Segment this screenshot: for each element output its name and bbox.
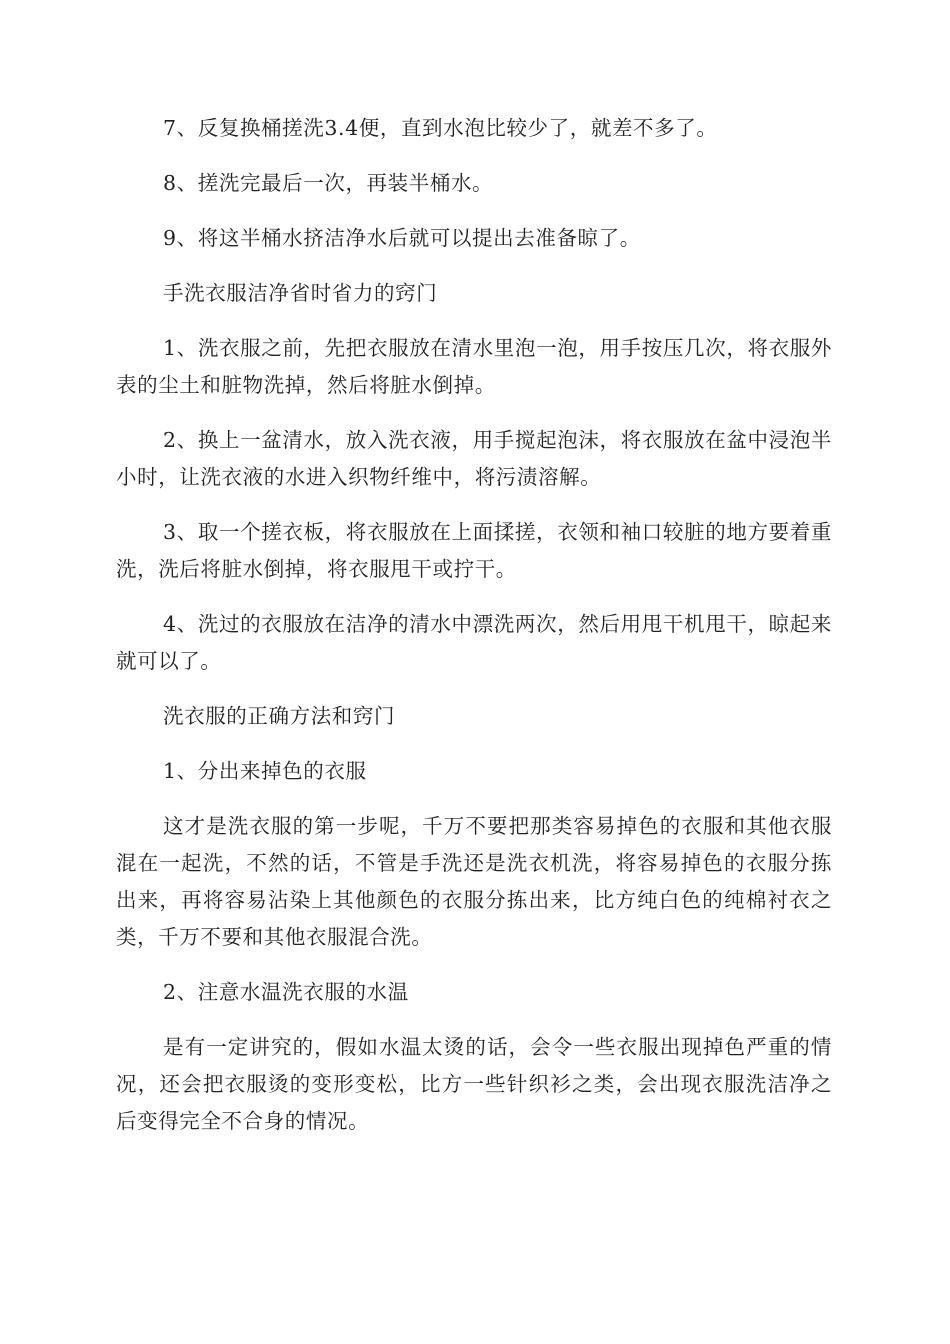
paragraph-separate-colors: 这才是洗衣服的第一步呢，千万不要把那类容易掉色的衣服和其他衣服混在一起洗，不然的话，不管是手洗还是洗衣机洗，将容易掉色的衣服分拣出来，再将容易沾染上其他颜色的衣服分拣出来，比方纯白色的纯棉衬衣之类，千万不要和其他衣服混合洗。 — [116, 814, 832, 949]
subheading-separate-colors: 1、分出来掉色的衣服 — [163, 759, 367, 783]
paragraph-step-7: 7、反复换桶搓洗3.4便，直到水泡比较少了，就差不多了。 — [163, 116, 718, 140]
paragraph-step-8: 8、搓洗完最后一次，再装半桶水。 — [163, 171, 494, 195]
paragraph-handwash-3: 3、取一个搓衣板，将衣服放在上面揉搓，衣领和袖口较脏的地方要着重洗，洗后将脏水倒掉，将衣服甩干或拧干。 — [116, 520, 832, 581]
paragraph-water-temperature: 是有一定讲究的，假如水温太烫的话，会令一些衣服出现掉色严重的情况，还会把衣服烫的变形变松，比方一些针织衫之类，会出现衣服洗洁净之后变得完全不合身的情况。 — [116, 1035, 832, 1133]
section-heading-handwash-tips: 手洗衣服洁净省时省力的窍门 — [163, 281, 438, 305]
subheading-water-temperature: 2、注意水温洗衣服的水温 — [163, 980, 409, 1004]
section-heading-correct-method: 洗衣服的正确方法和窍门 — [163, 704, 396, 728]
document-body — [116, 110, 832, 1158]
paragraph-handwash-1: 1、洗衣服之前，先把衣服放在清水里泡一泡，用手按压几次，将衣服外表的尘土和脏物洗掉，然后将脏水倒掉。 — [116, 336, 832, 397]
paragraph-step-9: 9、将这半桶水挤洁净水后就可以提出去准备晾了。 — [163, 226, 641, 250]
paragraph-handwash-2: 2、换上一盆清水，放入洗衣液，用手搅起泡沫，将衣服放在盆中浸泡半小时，让洗衣液的水进入织物纤维中，将污渍溶解。 — [116, 428, 832, 489]
paragraph-handwash-4: 4、洗过的衣服放在洁净的清水中漂洗两次，然后用甩干机甩干，晾起来就可以了。 — [116, 612, 832, 673]
